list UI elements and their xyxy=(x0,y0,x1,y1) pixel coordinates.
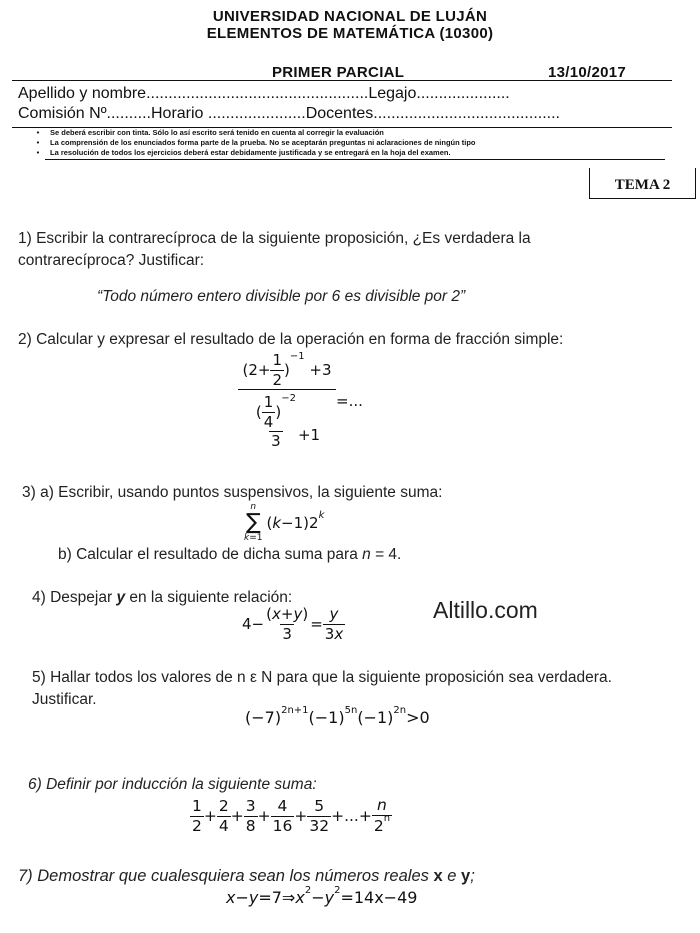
course-title: ELEMENTOS DE MATEMÁTICA (10300) xyxy=(206,25,494,42)
question-4-formula: 4− $\frac{(x+y)}{3}$ = $\frac{y}{3x}$ xyxy=(242,605,344,643)
question-1: 1) Escribir la contrarecíproca de la siguiente proposición, ¿Es verdadera la contrarecíproca? Justificar: xyxy=(18,230,531,269)
question-4-variable: y xyxy=(116,589,126,606)
question-6: 6) Definir por inducción la siguiente suma: xyxy=(28,776,317,793)
question-7-end: ; xyxy=(470,867,475,885)
question-5: 5) Hallar todos los valores de n ε N para que la siguiente proposición sea verdadera. Justificar. xyxy=(32,669,612,708)
student-info-box xyxy=(12,80,672,128)
tema-box: TEMA 2 xyxy=(589,168,696,199)
instructions-divider xyxy=(45,159,665,160)
question-5-formula: $(-7)^{2n+1}(-1)^{5n}(-1)^{2n}>0$ xyxy=(245,704,430,727)
question-7-var-y: y xyxy=(461,867,471,885)
question-3b-end: = 4. xyxy=(370,546,402,563)
question-6-formula: 1 2 + 2 4 + 3 8 + 4 16 + 5 32 +...+ n 2$^n$ xyxy=(192,796,391,836)
student-info-row-1: Apellido y nombre..................................................Legajo..................... xyxy=(18,85,510,102)
question-4 xyxy=(32,589,292,607)
exam-title: PRIMER PARCIAL xyxy=(272,64,405,81)
question-1-quote: “Todo número entero divisible por 6 es divisible por 2” xyxy=(97,288,466,305)
question-3b-variable: n xyxy=(362,546,371,563)
question-3a: 3) a) Escribir, usando puntos suspensivos, la siguiente suma: xyxy=(22,484,443,501)
question-7-var-x: x xyxy=(433,867,443,885)
instruction-item: • La resolución de todos los ejercicios deberá estar debidamente justificada y se entregará en la hoja del examen. xyxy=(26,148,676,158)
question-7-text: 7) Demostrar que cualesquiera sean los números reales xyxy=(18,867,434,885)
question-2-formula: (2+ 1 2 ) $^{-1}$ +3 ( 1 4 ) $^{-2}$ 3 +1 =... xyxy=(238,352,363,450)
question-7-formula: $x-y=7\Rightarrow x^2-y^2=14x-49$ xyxy=(226,884,418,907)
question-4-text: 4) Despejar xyxy=(32,589,117,606)
question-3b xyxy=(58,546,401,564)
altillo-watermark: Altillo.com xyxy=(433,597,538,623)
instruction-item: • La comprensión de los enunciados forma parte de la prueba. No se aceptarán preguntas ni aclaraciones de ningún tipo xyxy=(26,138,676,148)
student-info-row-2: Comisión Nº..........Horario ......................Docentes.......................................... xyxy=(18,105,560,122)
exam-date: 13/10/2017 xyxy=(548,64,627,81)
question-7-conj: e xyxy=(442,867,462,885)
exam-instructions xyxy=(26,128,676,158)
question-2: 2) Calcular y expresar el resultado de la operación en forma de fracción simple: xyxy=(18,331,564,348)
instruction-item: • Se deberá escribir con tinta. Sólo lo así escrito será tenido en cuenta al corregir la evaluación xyxy=(26,128,676,138)
question-7 xyxy=(18,867,475,886)
question-3-sum: n ∑ k=1 $(k-1)2^k$ xyxy=(244,502,325,543)
university-title: UNIVERSIDAD NACIONAL DE LUJÁN xyxy=(212,8,488,25)
question-4-end: en la siguiente relación: xyxy=(125,589,293,606)
question-3b-text: b) Calcular el resultado de dicha suma para xyxy=(58,546,363,563)
